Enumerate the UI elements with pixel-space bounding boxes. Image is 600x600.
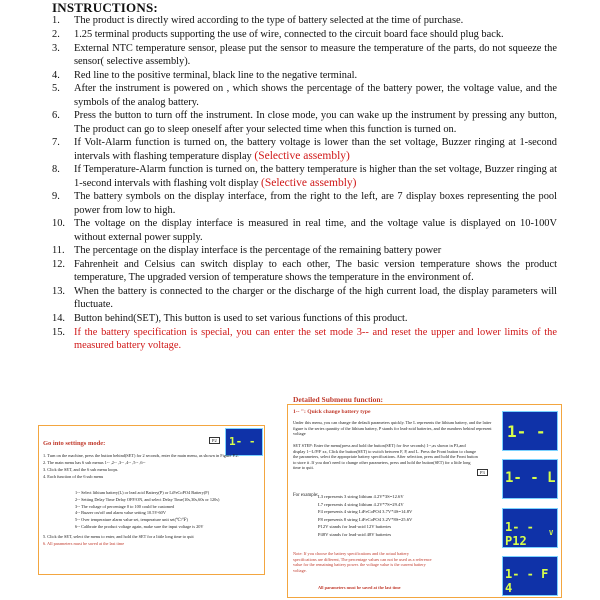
example-line: F4 represents 4 string LiFeCoPO4 3.7V*4S=14.8V xyxy=(318,509,413,515)
instruction-item xyxy=(52,42,557,68)
example-line: L7 represents 4 string lithium 4.2V*7S=29.4V xyxy=(318,501,404,507)
item-number: 7. xyxy=(52,137,60,149)
settings-sub: 5-- Over temperature alarm value set, temperature unit set(℃/℉) xyxy=(75,517,188,523)
example-line: L3 represents 3 string lithium 4.2V*3S=12.6V xyxy=(318,494,404,499)
instruction-item xyxy=(52,258,557,284)
lcd-text: 1- - L xyxy=(505,470,556,486)
detail-note: Note: If you choose the battery specifications and the actual battery specifications are different, The percentage values can not be used as a reference value for the remaining battery power. the voltage value is the current battery voltage. xyxy=(293,551,432,573)
lcd-text: 1- - xyxy=(229,435,256,448)
instruction-item xyxy=(52,312,557,325)
instruction-item xyxy=(52,217,557,243)
item-text: (Selective assembly) xyxy=(261,176,357,189)
instruction-item xyxy=(52,82,557,108)
lcd-display-2 xyxy=(502,459,558,499)
settings-sub: 6-- Calibrate the product voltage again, make sure the input voltage is 20V xyxy=(75,523,204,529)
instruction-item xyxy=(52,136,557,162)
instruction-item xyxy=(52,190,557,216)
item-text: After the instrument is powered on , which shows the percentage of the battery power, the voltage value, and the symbols of the analog battery. xyxy=(74,83,557,108)
item-number: 15. xyxy=(52,326,65,338)
settings-line: 1. Turn on the machine, press the button behind(SET) for 2 seconds, enter the main menu, as shown in Figure P.2. xyxy=(43,453,239,458)
item-text: The percentage on the display interface is the percentage of the remaining battery power xyxy=(74,245,442,257)
examples-title: For example: xyxy=(293,493,319,498)
settings-sub: 4-- Buzzer on/off and alarm value setting 10.5V-60V xyxy=(75,510,166,516)
instruction-item xyxy=(52,244,557,257)
settings-line5: 5. Click the SET, select the menu to enter, and hold the SET for a little long time to quit xyxy=(43,534,194,539)
detail-intro: Under this menu, you can change the default parameters quickly. The L represents the lithium battery, and the latter figure is the series quantity of the lithium battery, P stands for lead-acid batteries, and the numbers behind represent voltage xyxy=(293,420,492,437)
settings-line: 4. Each function of the 6 sub menu xyxy=(43,474,104,480)
detail-panel xyxy=(287,404,562,598)
item-number: 13. xyxy=(52,286,65,298)
lcd-display-1 xyxy=(502,411,558,451)
lcd-text: 1- - P12 xyxy=(505,520,534,548)
item-text: 1.25 terminal products supporting the use of wire, connected to the circuit board face should plug back. xyxy=(74,28,504,40)
settings-sub: 3-- The voltage of percentage 0 to 100 could be customed xyxy=(75,503,175,509)
p2-label: P2 xyxy=(209,437,220,444)
lcd-text: 1- - F 4 xyxy=(505,567,549,595)
example-line: F8 represents 8 string LiFeCoPO4 3.2V*8S=25.6V xyxy=(318,516,413,522)
settings-line6: 6. All parameters must be saved at the last time xyxy=(43,541,125,546)
item-number: 2. xyxy=(52,28,60,40)
detail-title: Detailed Submenu function: xyxy=(293,395,384,404)
item-text: The battery symbols on the display interface, from the right to the left, are 7 display boxes representing the pool power from low to high. xyxy=(74,191,557,216)
instruction-item xyxy=(52,14,557,27)
example-line: P12V stands for lead-acid 12V batteries xyxy=(318,524,392,530)
instruction-item xyxy=(52,109,557,135)
item-text: Fahrenheit and Celsius can switch display to each other, The basic version temperature shows the product temperature, The upgraded version of temperature shows the temperature in the environment of. xyxy=(74,259,557,284)
settings-sub: 2-- Setting Delay Time Delay OFF/ON, and select Delay Time(10s,30s,60s or 120s) xyxy=(75,496,220,502)
item-text: The product is directly wired according to the type of battery selected at the time of purchase. xyxy=(74,15,464,26)
detail-subtitle: 1-- ": Quick change battery type xyxy=(293,409,371,415)
item-text: External NTC temperature sensor, please put the sensor to measure the temperature of the parts, do not squeeze the sensor( selective assembly). xyxy=(74,42,557,67)
instruction-item xyxy=(52,28,557,41)
item-number: 10. xyxy=(52,218,65,230)
settings-lines xyxy=(43,453,253,481)
item-number: 4. xyxy=(52,69,60,81)
lcd-text: 1- - xyxy=(507,422,546,441)
item-number: 3. xyxy=(52,42,60,54)
item-text: (Selective assembly) xyxy=(254,149,350,162)
item-number: 5. xyxy=(52,83,60,95)
instruction-item xyxy=(52,163,557,189)
item-number: 8. xyxy=(52,164,60,176)
settings-title: Go into settings mode: xyxy=(43,440,106,447)
example-line: P48V stands for lead-acid 48V batteries xyxy=(318,531,392,537)
lcd-display-3 xyxy=(502,508,558,548)
item-text: Press the button to turn off the instrument. In close mode, you can wake up the instrument by pressing any button, The product can go to sleep oneself after your selected time when this function is turned on. xyxy=(74,110,557,135)
instruction-item xyxy=(52,285,557,311)
item-number: 6. xyxy=(52,110,60,122)
item-number: 1. xyxy=(52,15,60,26)
item-number: 14. xyxy=(52,313,65,325)
p3-label: P3 xyxy=(477,469,488,476)
item-number: 12. xyxy=(52,259,65,271)
instruction-item xyxy=(52,326,557,352)
item-text: The voltage on the display interface is measured in real time, and the voltage value is displayed on 10-100V without external power supply. xyxy=(74,218,557,243)
detail-note-last: All parameters must be saved at the last time xyxy=(318,585,401,590)
settings-line: 3. Click the SET, and the 6 sub menu loops. xyxy=(43,467,119,473)
instruction-item xyxy=(52,69,557,82)
settings-panel xyxy=(38,425,265,575)
settings-subs xyxy=(75,490,260,531)
settings-sub: 1-- Select lithium battery(L) or lead acid Battery(P) or LiFeCoPO4 Battery(F) xyxy=(75,490,210,495)
instructions-list xyxy=(52,14,557,353)
item-text: Button behind(SET), This button is used to set various functions of this product. xyxy=(74,313,408,325)
item-text: If Temperature-Alarm function is turned on, the battery temperature is higher than the set voltage, Buzzer ringing at 1-second intervals with flashing volt display xyxy=(74,164,557,189)
settings-line: 2. The main menu has 6 sub menus 1-- ,2-- ,3-- ,4-- ,5-- ,6-- xyxy=(43,460,146,466)
item-number: 11. xyxy=(52,245,65,257)
item-text: If Volt-Alarm function is turned on, the battery voltage is lower than the set voltage, Buzzer ringing at 1-second intervals with flashing temperature display xyxy=(74,137,557,162)
detail-step: SET STEP: Enter the menu(press and hold the button(SET) for five seconds) 1--,as shown in P3,and display 1--L/P/F xx, Click the button(SET) to switch between F, P, and L. Press the Front button to change the parameters, select the appropriate battery specifications. After selection, press and hold the Front button to store it .If you don't need to change other parameters, press and hold the button(SET) for a little long time to quit. xyxy=(293,443,478,471)
item-number: 9. xyxy=(52,191,60,203)
settings-lcd xyxy=(225,428,263,456)
lcd-unit: V xyxy=(549,529,554,537)
examples-list xyxy=(318,493,488,539)
item-text: If the battery specification is special, you can enter the set mode 3-- and reset the upper and lower limits of the measured battery voltage. xyxy=(74,326,557,352)
item-text: Red line to the positive terminal, black line to the negative terminal. xyxy=(74,69,358,81)
item-text: When the battery is connected to the charger or the discharge of the high current load, the display parameters will fluctuate. xyxy=(74,286,557,311)
lcd-display-4 xyxy=(502,556,558,596)
instructions-title: INSTRUCTIONS: xyxy=(52,0,158,15)
